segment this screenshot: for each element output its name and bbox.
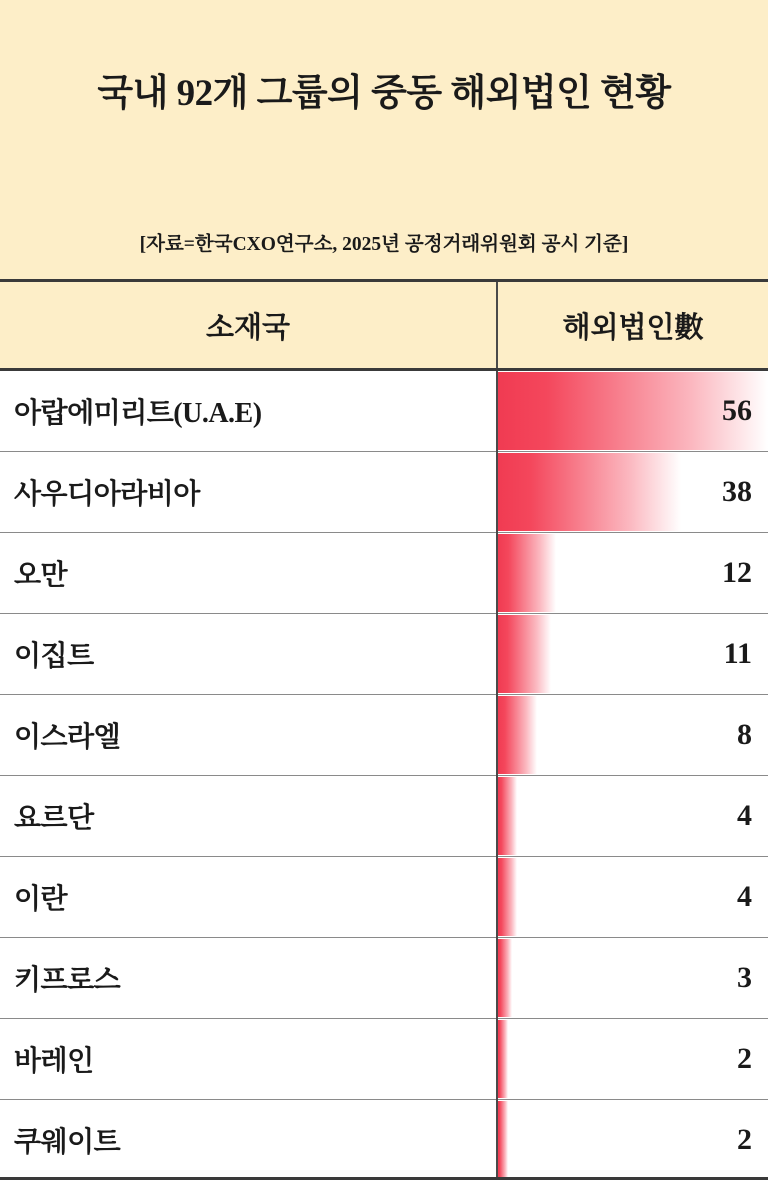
value-cell <box>497 1100 768 1180</box>
value-cell <box>497 938 768 1019</box>
table-row <box>0 614 768 695</box>
page-title: 국내 92개 그룹의 중동 해외법인 현황 <box>97 73 671 114</box>
country-label: 요르단 <box>0 776 497 857</box>
bar-track <box>498 695 768 775</box>
value-cell <box>497 776 768 857</box>
value-cell <box>497 452 768 533</box>
country-label: 쿠웨이트 <box>0 1100 497 1180</box>
value-cell <box>497 1019 768 1100</box>
header-band <box>0 0 768 282</box>
bar-track <box>498 776 768 856</box>
value-cell <box>497 857 768 938</box>
value-number: 56 <box>722 394 752 427</box>
table-row <box>0 776 768 857</box>
table-row <box>0 1019 768 1100</box>
table-row <box>0 370 768 452</box>
value-bar <box>498 939 512 1017</box>
value-number: 3 <box>737 961 752 994</box>
table-row <box>0 452 768 533</box>
table-row <box>0 533 768 614</box>
value-bar <box>498 453 681 531</box>
value-cell <box>497 614 768 695</box>
bar-track <box>498 1019 768 1099</box>
value-number: 4 <box>737 880 752 913</box>
country-label: 사우디아라비아 <box>0 452 497 533</box>
table-row <box>0 857 768 938</box>
country-label: 아랍에미리트(U.A.E) <box>0 370 497 452</box>
column-header-value: 해외법인數 <box>497 282 768 370</box>
value-bar <box>498 858 517 936</box>
value-bar <box>498 777 517 855</box>
table-row <box>0 1100 768 1180</box>
value-number: 12 <box>722 556 752 589</box>
country-label: 키프로스 <box>0 938 497 1019</box>
bar-track <box>498 1100 768 1180</box>
value-number: 2 <box>737 1123 752 1156</box>
value-number: 8 <box>737 718 752 751</box>
value-number: 38 <box>722 475 752 508</box>
column-header-country: 소재국 <box>0 282 497 370</box>
value-bar <box>498 534 556 612</box>
value-number: 4 <box>737 799 752 832</box>
bar-track <box>498 857 768 937</box>
table-header-row <box>0 282 768 370</box>
country-label: 이란 <box>0 857 497 938</box>
table-body <box>0 370 768 1180</box>
country-label: 이집트 <box>0 614 497 695</box>
value-number: 11 <box>723 637 752 670</box>
value-bar <box>498 615 551 693</box>
value-cell <box>497 533 768 614</box>
value-bar <box>498 696 537 774</box>
value-cell <box>497 370 768 452</box>
value-bar <box>498 1020 508 1098</box>
country-label: 이스라엘 <box>0 695 497 776</box>
table-row <box>0 695 768 776</box>
table-row <box>0 938 768 1019</box>
value-number: 2 <box>737 1042 752 1075</box>
country-label: 오만 <box>0 533 497 614</box>
country-label: 바레인 <box>0 1019 497 1100</box>
source-note: [자료=한국CXO연구소, 2025년 공정거래위원회 공시 기준] <box>139 234 629 255</box>
value-cell <box>497 695 768 776</box>
data-table <box>0 282 768 1180</box>
bar-track <box>498 938 768 1018</box>
value-bar <box>498 1101 508 1179</box>
